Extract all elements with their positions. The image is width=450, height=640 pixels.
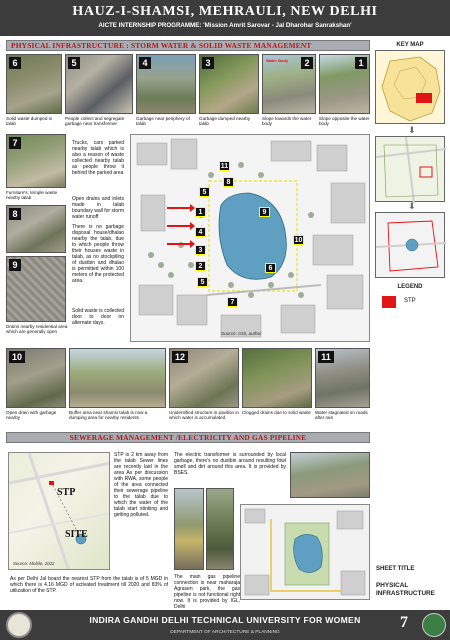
map-source: Source: GIS, author: [221, 331, 262, 336]
map-marker-3: 3: [195, 245, 206, 255]
caption-photo-buffer: Buffer area near shamsi talab is now a dumping area for nearby residents: [69, 410, 148, 421]
gas-map-drawing: [241, 505, 370, 600]
key-map-site: [375, 212, 445, 278]
map-marker-7: 7: [227, 297, 238, 307]
page-title: HAUZ-I-SHAMSI, MEHRAULI, NEW DELHI: [72, 4, 378, 19]
note-door-to-door: Solid waste is collected door to door on alternate days.: [72, 308, 124, 326]
caption-photo-9: Drains nearby residential area which are generally open: [6, 324, 68, 335]
section-title-sewerage: SEWERAGE MANAGEMENT /ELECTRICITY AND GAS PIPELINE: [6, 432, 370, 443]
caption-photo-11: Water stagnated on roads after rain: [315, 410, 368, 421]
footer-department: DEPARTMENT OF ARCHITECTURE & PLANNING: [170, 630, 280, 635]
gas-map: [240, 504, 370, 600]
photo-10: 10: [6, 348, 66, 408]
caption-photo-6: Solid waste dumped in talab: [6, 116, 53, 127]
photo-2-tag: Water Body: [266, 58, 289, 63]
key-map-mehrauli-drawing: [376, 137, 446, 203]
map-arrow-3: [167, 243, 191, 245]
legend-stp-label: STP: [404, 298, 416, 304]
stp-text: STP is 2 km away from the talab Sewer lines are recently laid in the area As per discussion with RWA, some people of the area connected their sewerage pipeline to the talab due to which the water of the talab start stinking and getting polluted.: [114, 452, 168, 518]
map-marker-6: 6: [265, 263, 276, 273]
photo-5: 5: [65, 54, 133, 114]
caption-photo-clogged: Clogged drains due to solid waste: [242, 410, 311, 415]
stp-map-drawing: [9, 453, 110, 570]
legend-title: LEGEND: [397, 284, 423, 290]
stp-note: As per Delhi Jal board the nearest STP from the talab is of 5 MGD in which there is 4.16 MGD of activated treatment till 2020 and 83% of utilization of the STP.: [10, 576, 168, 594]
photo-7: 7: [6, 134, 66, 188]
stp-map-source: Source: Mobile, 2022: [13, 561, 55, 566]
key-map-delhi: [375, 50, 445, 124]
stp-label: STP: [57, 487, 76, 498]
photo-3: 3: [199, 54, 259, 114]
photo-4: 4: [136, 54, 196, 114]
caption-photo-10: Open drain with garbage nearby: [6, 410, 57, 421]
footer-bar: [0, 610, 450, 640]
page-number: 7: [400, 614, 408, 631]
key-map-title: KEY MAP: [396, 42, 424, 48]
key-map-arrow-1: ⬇: [408, 126, 416, 136]
map-marker-5b: 5: [197, 277, 208, 287]
site-label: SITE: [65, 529, 88, 540]
legend-stp-swatch: [382, 296, 396, 308]
photo-gas-1: [174, 488, 204, 570]
caption-photo-7: Furniture's, temple waste nearby talab: [6, 190, 58, 201]
map-marker-8: 8: [223, 177, 234, 187]
note-trucks: Trucks, cars parked nearby talab which is also a reason of waste collected nearby talab as people throw it behind the parked area: [72, 140, 124, 176]
caption-photo-12: Unidentified structure in pavilion in which water is accumulated: [169, 410, 239, 421]
key-map-mehrauli: [375, 136, 445, 202]
map-marker-11: 11: [220, 163, 229, 170]
map-marker-1: 1: [195, 207, 206, 217]
header-bar: [0, 0, 450, 36]
caption-photo-3: Garbage dumped nearby talab: [199, 116, 251, 127]
caption-photo-2: Slope towards the water body: [262, 116, 312, 127]
map-marker-4: 4: [195, 227, 206, 237]
gas-text: The main gas pipeline connection is near maharaja Agrasen park, the gas pipeline is not functional right now. It is provided by IGL, Delhi: [174, 574, 240, 610]
photo-9: 9: [6, 256, 66, 322]
note-no-dhalao: There is no garbage disposal house/dhalao nearby the talab, due to which people throw their houses waste in talab, as no stockpiling of dustbin and dhalao is permitted within 100 meters of the protected area.: [72, 224, 124, 284]
map-marker-10: 10: [294, 237, 303, 244]
map-marker-5a: 5: [199, 187, 210, 197]
photo-11: 11: [315, 348, 370, 408]
footer-seal: [422, 613, 446, 637]
key-map-delhi-drawing: [376, 51, 446, 125]
photo-transformer: [290, 452, 370, 498]
photo-6: 6: [6, 54, 62, 114]
photo-buffer: [69, 348, 166, 408]
photo-1: 1: [319, 54, 370, 114]
map-marker-2: 2: [195, 261, 206, 271]
caption-photo-5: People collect and segregate garbage near transformer: [65, 116, 125, 127]
key-map-site-drawing: [376, 213, 446, 279]
electric-text: The electric transformer is surrounded by local garbage, there's no dustbin around resulting fowl smell and dirt around this area. It is provided by BSES.: [174, 452, 286, 476]
sheet-title-label: SHEET TITLE: [376, 566, 415, 572]
note-open-drains: Open drains and inlets made in talab boundary wall for storm water runoff: [72, 196, 124, 220]
page-subtitle: AICTE INTERNSHIP PROGRAMME: 'Mission Amrit Sarovar - Jal Dharohar Sanrakshan': [98, 22, 352, 29]
photo-12: 12: [169, 348, 239, 408]
map-arrow-1: [167, 207, 191, 209]
map-arrow-2: [167, 225, 191, 227]
sheet-title-value: PHYSICAL INFRASTRUCTURE: [376, 582, 435, 597]
photo-clogged: [242, 348, 312, 408]
key-map-arrow-2: ⬇: [408, 202, 416, 212]
stp-map: [8, 452, 110, 570]
photo-gas-2: [206, 488, 234, 570]
caption-photo-4: Garbage near periphery of talab: [136, 116, 190, 127]
footer-university: INDIRA GANDHI DELHI TECHNICAL UNIVERSITY FOR WOMEN: [89, 615, 361, 625]
photo-2: 2 Water Body: [262, 54, 316, 114]
map-marker-9: 9: [259, 207, 270, 217]
caption-photo-1: Slope opposite the water body: [319, 116, 370, 127]
site-map: [130, 134, 370, 342]
site-map-drawing: [131, 135, 370, 342]
section-title-physical: PHYSICAL INFRASTRUCTURE : STORM WATER & SOLID WASTE MANAGEMENT: [6, 40, 370, 51]
photo-8: 8: [6, 205, 66, 253]
